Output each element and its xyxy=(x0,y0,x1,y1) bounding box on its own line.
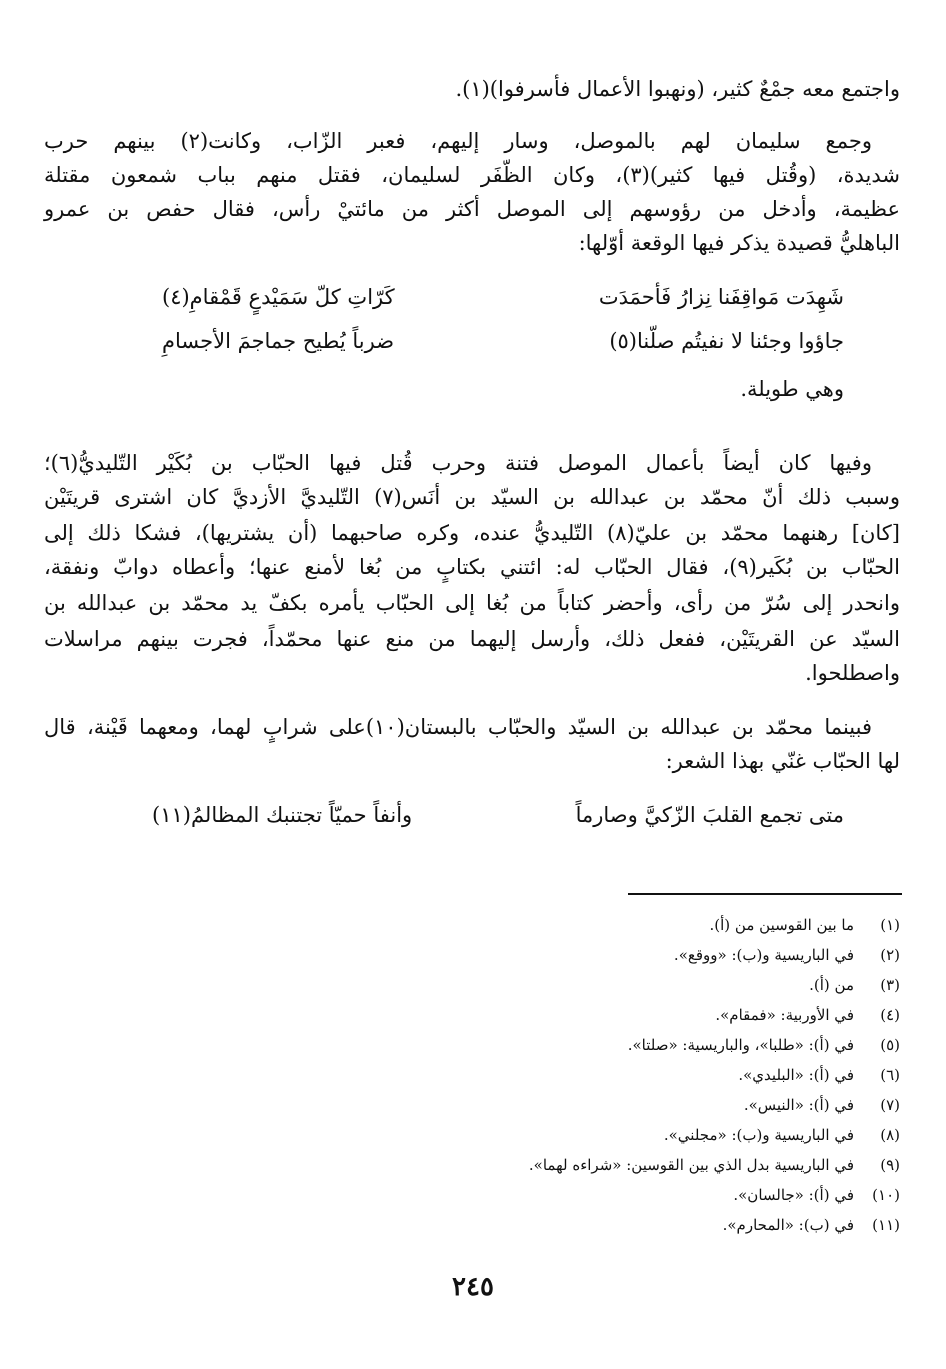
body-line: وسبب ذلك أنّ محمّد بن عبدالله بن السيّد بن أنَس(٧) التّليديَّ الأزديَّ كان اشترى قريتَيْن xyxy=(44,485,900,509)
body-line: الباهليُّ قصيدة يذكر فيها الوقعة أوّلها: xyxy=(578,231,900,255)
body-line: عظيمة، وأدخل من رؤوسهم إلى الموصل أكثر من مائتيْ رأس، فقال حفص بن عمرو xyxy=(44,197,900,221)
body-line: [كان] رهنهما محمّد بن عليّ(٨) التّليديُّ عنده، وكره صاحبهما (أن يشتريها)، فشكا ذلك إلى xyxy=(44,521,900,545)
footnote-number: (٩) xyxy=(880,1156,900,1174)
body-line: واجتمع معه جمْعٌ كثير، (ونهبوا الأعمال فأسرفوا)(١). xyxy=(455,77,900,101)
body-line: وانحدر إلى سُرّ من رأى، وأحضر كتاباً من بُغا إلى الحبّاب يأمره بكفّ يد محمّد بن عبدالله بن xyxy=(44,591,900,615)
footnote-number: (٦) xyxy=(880,1066,900,1084)
body-line: شديدة، (وقُتل فيها كثير)(٣)، وكان الظّفَر لسليمان، فقتل منهم بباب شمعون مقتلة xyxy=(44,163,900,187)
body-line: لها الحبّاب غنّي بهذا الشعر: xyxy=(665,749,900,773)
verse-hemistich: جاؤوا وجئنا لا نفيتُم صلّنا(٥) xyxy=(609,329,844,353)
footnote-text: في الباريسية و(ب): «مجلني». xyxy=(663,1126,854,1144)
footnote-number: (٧) xyxy=(880,1096,900,1114)
body-line: واصطلحوا. xyxy=(805,661,900,685)
footnote-number: (٥) xyxy=(880,1036,900,1054)
footnote xyxy=(809,974,900,996)
footnote xyxy=(723,1214,900,1236)
footnote xyxy=(738,1064,900,1086)
verse-hemistich: كَرّاتِ كلّ سَمَيْدعٍ قَمْقامِ(٤) xyxy=(162,285,395,309)
verse-hemistich: وأنفاً حميّاً تجتنبك المظالمُ(١١) xyxy=(152,803,413,827)
footnote-number: (٨) xyxy=(880,1126,900,1144)
footnote xyxy=(733,1184,900,1206)
footnote-text: في الأوربية: «فمقام». xyxy=(715,1006,854,1024)
verse-hemistich: شَهِدَت مَواقِفَنا نِزارُ فَأحمَدَت xyxy=(598,285,844,309)
footnote-number: (٢) xyxy=(880,946,900,964)
footnote-text: في (أ): «البليدي». xyxy=(738,1066,854,1084)
footnote-number: (١٠) xyxy=(872,1186,900,1204)
footnote-text: في (أ): «النيس». xyxy=(743,1096,854,1114)
footnote xyxy=(628,1034,900,1056)
footnote-number: (١١) xyxy=(872,1216,900,1234)
body-line: السيّد عن القريتَيْن، ففعل ذلك، وأرسل إليهما من منع عنها محمّداً، فجرت بينهم مراسلات xyxy=(44,627,900,651)
footnote xyxy=(664,1124,900,1146)
footnote xyxy=(674,944,900,966)
verse-hemistich: متى تجمع القلبَ الزّكيَّ وصارماً xyxy=(575,803,844,827)
footnote-text: في (أ): «جالسان». xyxy=(733,1186,854,1204)
body-line: وجمع سليمان لهم بالموصل، وسار إليهم، فعبر الزّاب، وكانت(٢) بينهم حرب xyxy=(44,129,872,153)
page-number: ٢٤٥ xyxy=(452,1272,494,1302)
verse-hemistich: ضرباً يُطيح جماجمَ الأجسامِ xyxy=(162,329,395,353)
poem-note: وهي طويلة. xyxy=(740,377,844,401)
footnote xyxy=(744,1094,900,1116)
body-line: وفيها كان أيضاً بأعمال الموصل فتنة وحرب قُتل فيها الحبّاب بن بُكَيْر التّليديُّ(٦)؛ xyxy=(44,451,872,475)
footnote-text: في الباريسية بدل الذي بين القوسين: «شراءه لهما». xyxy=(528,1156,854,1174)
footnote-text: من (أ). xyxy=(809,976,854,994)
footnote-text: في (ب): «المحارم». xyxy=(722,1216,854,1234)
body-line: فبينما محمّد بن عبدالله بن السيّد والحبّاب بالبستان(١٠)على شرابٍ لهما، ومعهما قَيْنة، قال xyxy=(44,715,873,739)
footnote-text: ما بين القوسين من (أ). xyxy=(709,916,854,934)
footnote-text: في (أ): «طلبا»، والباريسية: «صلتا». xyxy=(627,1036,854,1054)
footnote xyxy=(529,1154,900,1176)
footnote-number: (٤) xyxy=(880,1006,900,1024)
footnote xyxy=(715,1004,900,1026)
footnote-number: (٣) xyxy=(880,976,900,994)
footnote-separator xyxy=(628,893,902,895)
body-line: الحبّاب بن بُكَير(٩)، فقال الحبّاب له: ائتني بكتابٍ من بُغا لأمنع عنها؛ وأعطاه دوابّ ونفقة، xyxy=(44,555,900,579)
footnote xyxy=(710,914,900,936)
footnote-number: (١) xyxy=(880,916,900,934)
footnote-text: في الباريسية و(ب): «ووقع». xyxy=(673,946,854,964)
